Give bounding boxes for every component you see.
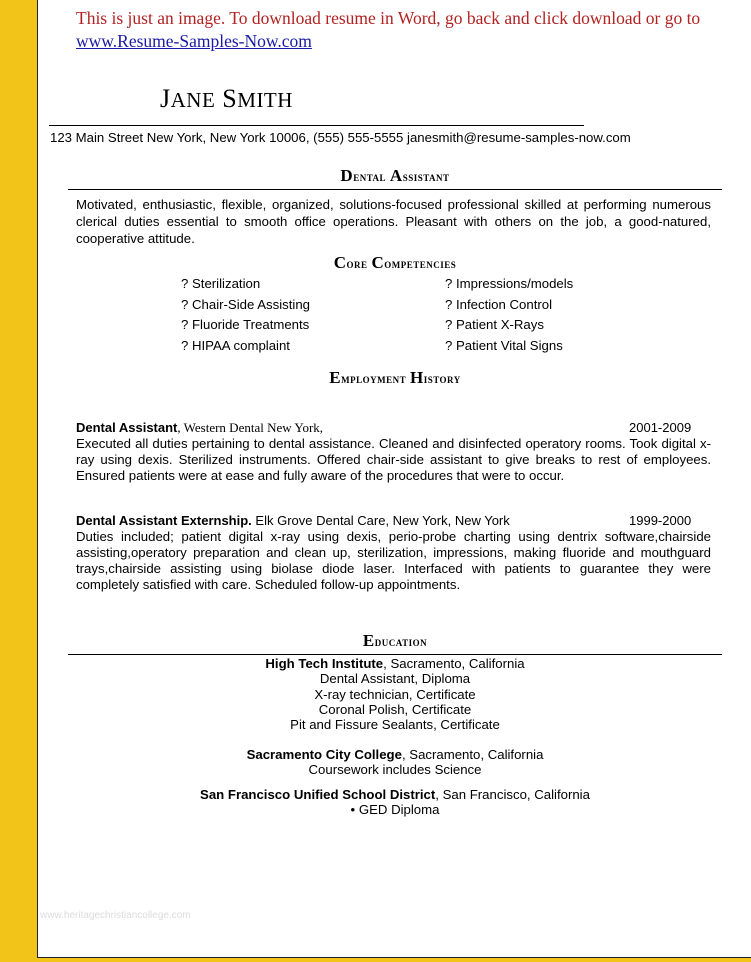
job-title-heading: Dental Assistant [340,166,450,185]
education-1-detail: X-ray technician, Certificate [314,686,476,702]
job-1-dates: 2001-2009 [629,420,692,435]
job-2-employer: Elk Grove Dental Care, New York, New York [251,513,510,528]
competency-item: ? Impressions/models [445,276,574,291]
education-3-school: San Francisco Unified School District [200,787,436,802]
competency-item: ? Fluoride Treatments [181,317,310,332]
education-entry-2 [38,747,751,778]
education-2-detail: Coursework includes Science [308,762,482,778]
education-2-location: , Sacramento, California [401,747,544,762]
competencies-right-column [445,274,573,356]
education-heading: Education [362,631,428,650]
job-2-heading [76,513,696,528]
job-1-description: Executed all duties pertaining to dental assistance. Cleaned and disinfected operatory rooms. Took digital x-ray using dexis. Sterilized instruments. Offered chair-side assistant to give breaks to rest of employees. Ensured patients were at ease and fully aware of the procedures that were to occur. [76,436,711,483]
contact-line: 123 Main Street New York, New York 10006, (555) 555-5555 janesmith@resume-samples-now.com [50,130,631,145]
education-1-detail: Pit and Fissure Sealants, Certificate [290,717,500,733]
education-entry-3 [38,787,751,818]
competency-item: ? Patient Vital Signs [445,337,563,353]
education-3-school-line [38,787,751,802]
resume-page [37,0,751,958]
job-2-description: Duties included; patient digital x-ray using dexis, perio-probe charting using dentrix software,chairside assisting,operatory preparation and clean up, sterilization, impressions, making fluoride and mouthguard trays,chairside assisting using biolase diode laser. Interfaced with patients to guarantee they were completely satisfied with care. Scheduled follow-up appointments. [76,529,711,592]
education-entry-1 [38,656,751,732]
job-1-heading [76,420,696,436]
education-3-location: , San Francisco, California [435,787,590,802]
education-2-school: Sacramento City College [246,747,402,762]
education-2-school-line [38,747,751,762]
job-1-employer: , Western Dental New York, [177,420,324,435]
watermark: www.heritagechristiancollege.com [40,910,191,921]
competency-item: ? Chair-Side Assisting [181,296,311,312]
download-notice [76,7,716,53]
job-2-title: Dental Assistant Externship. [76,513,252,528]
education-1-school: High Tech Institute [265,656,384,671]
resume-samples-link[interactable]: www.Resume-Samples-Now.com [76,31,312,51]
education-1-school-line [38,656,751,671]
education-3-detail: • GED Diploma [350,802,440,818]
education-divider [68,654,722,655]
name-divider [49,125,584,126]
education-1-location: , Sacramento, California [383,656,525,671]
summary-paragraph: Motivated, enthusiastic, flexible, organized, solutions-focused professional skilled at performing numerous clerical duties essential to smooth office operations. Pleasant with others on the job, a good-natured, cooperative attitude. [76,197,711,246]
job-2-dates: 1999-2000 [629,513,692,528]
competencies-left-column [181,274,310,356]
competency-item: ? HIPAA complaint [181,337,290,353]
competency-item: ? Patient X-Rays [445,317,544,332]
employment-heading: Employment History [329,368,461,387]
education-1-detail: Dental Assistant, Diploma [319,671,471,687]
competencies-heading: Core Competencies [333,253,457,272]
competency-item: ? Sterilization [181,276,261,291]
applicant-name: JANE SMITH [160,84,293,113]
notice-text: This is just an image. To download resume in Word, go back and click download or go to [76,8,701,28]
job-1-title: Dental Assistant [76,420,178,435]
job-title-divider [68,189,722,190]
education-1-detail: Coronal Polish, Certificate [318,701,472,717]
competency-item: ? Infection Control [445,296,553,312]
